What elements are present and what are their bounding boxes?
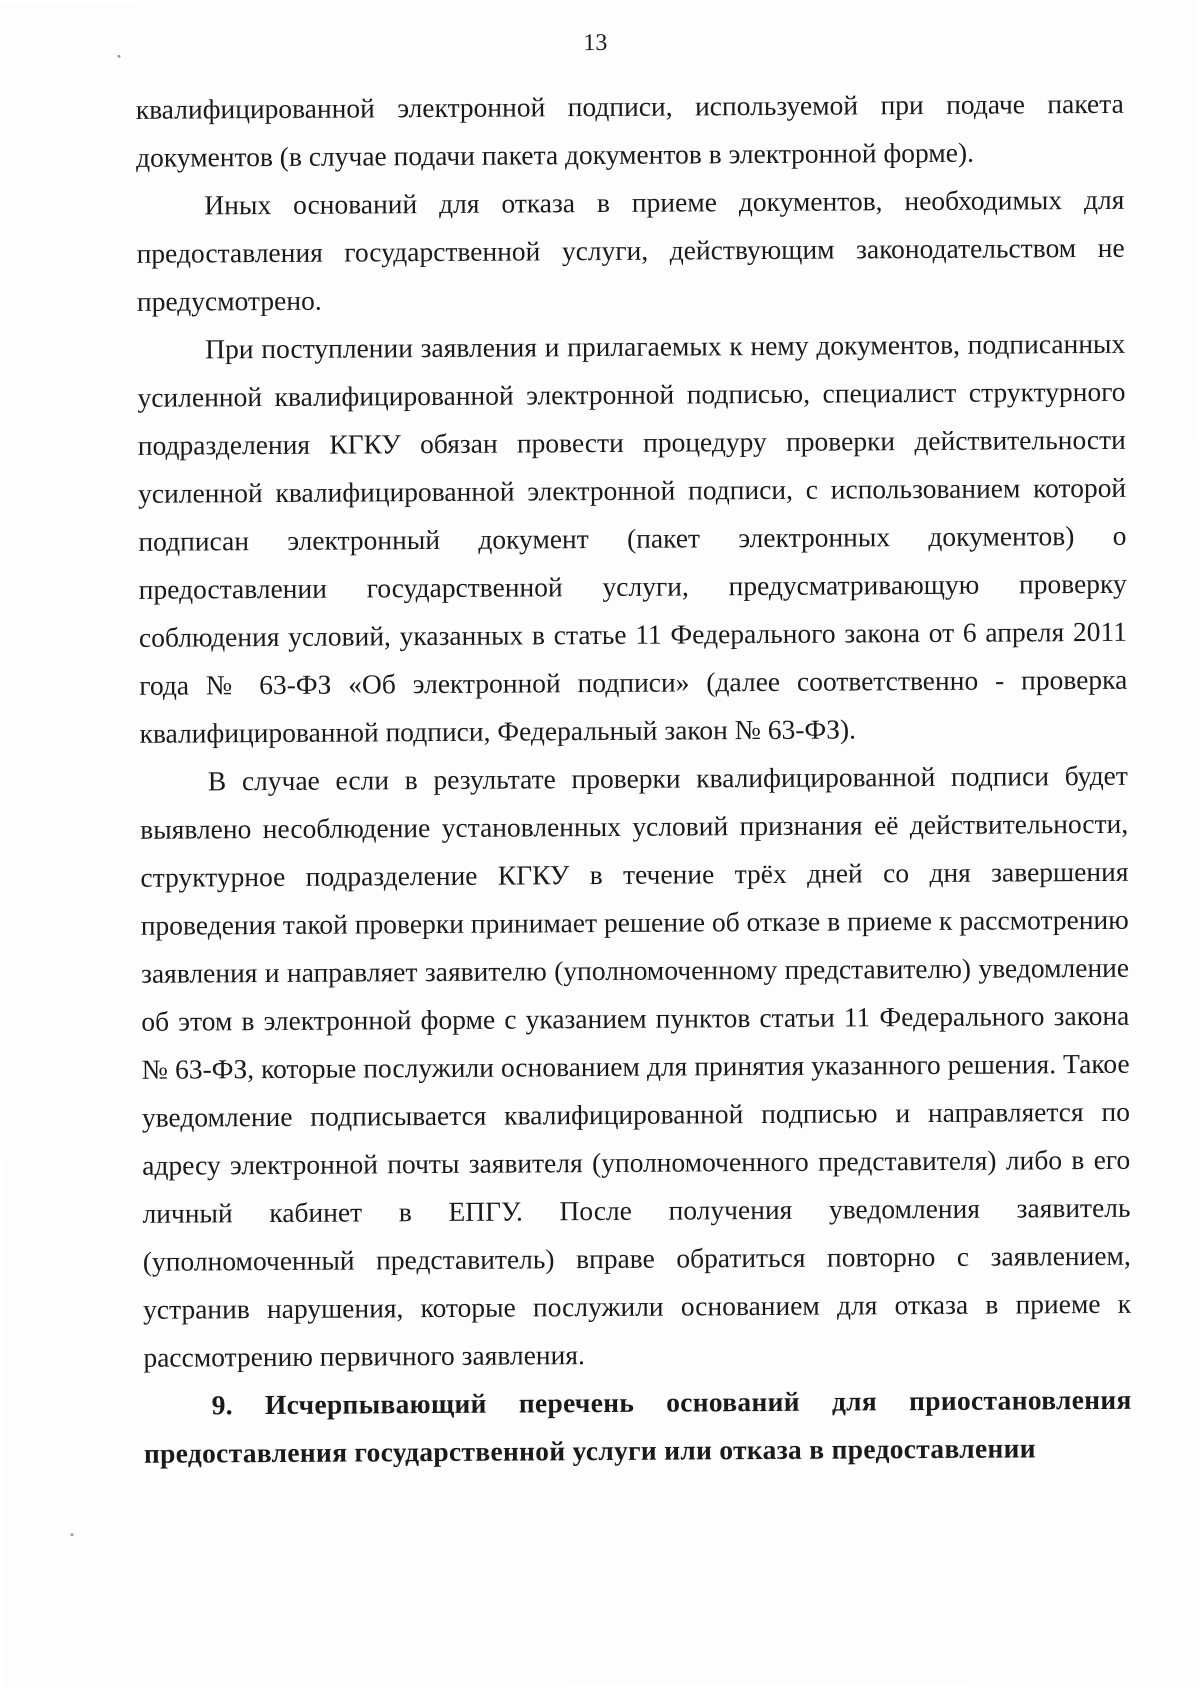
page-number: 13 [583, 29, 608, 57]
paragraph-verification-failure: В случае если в результате проверки квалифицированной подписи будет выявлено несоблюдение установленных условий признания её действительности, структурное подразделение КГКУ в течение трёх дней со дня завершения проведения такой проверки принимает решение об отказе в приеме к рассмотрению заявления и направляет заявителю (уполномоченному представителю) уведомление об этом в электронной форме с указанием пунктов статьи 11 Федерального закона № 63-ФЗ, которые послужили основанием для принятия указанного решения. Такое уведомление подписывается квалифицированной подписью и направляется по адресу электронной почты заявителя (уполномоченного представителя) либо в его личный кабинет в ЕПГУ. После получения уведомления заявитель (уполномоченный представитель) вправе обратиться повторно с заявлением, устранив нарушения, которые послужили основанием для отказа в приеме к рассмотрению первичного заявления. [140, 759, 1132, 1373]
paragraph-signature-verification: При поступлении заявления и прилагаемых к нему документов, подписанных усиленной квалифицированной электронной подписью, специалист структурного подразделения КГКУ обязан провести процедуру проверки действительности усиленной квалифицированной электронной подписи, с использованием которой подписан электронный документ (пакет электронных документов) о предоставлении государственной услуги, предусматривающую проверку соблюдения условий, указанных в статье 11 Федерального закона от 6 апреля 2011 года № 63-ФЗ «Об электронной подписи» (далее соответственно - проверка квалифицированной подписи, Федеральный закон № 63-ФЗ). [137, 327, 1128, 749]
document-body [136, 80, 1132, 1478]
scan-speck [70, 1533, 73, 1536]
paragraph-continuation: квалифицированной электронной подписи, используемой при подаче пакета документов (в случае подачи пакета документов в электронной форме). [135, 87, 1124, 173]
paragraph-no-other-grounds: Иных оснований для отказа в приеме документов, необходимых для предоставления государственной услуги, действующим законодательством не предусмотрено. [136, 183, 1125, 317]
section-heading: 9. Исчерпывающий перечень оснований для приостановления предоставления государственной услуги или отказа в предоставлении [143, 1383, 1132, 1469]
